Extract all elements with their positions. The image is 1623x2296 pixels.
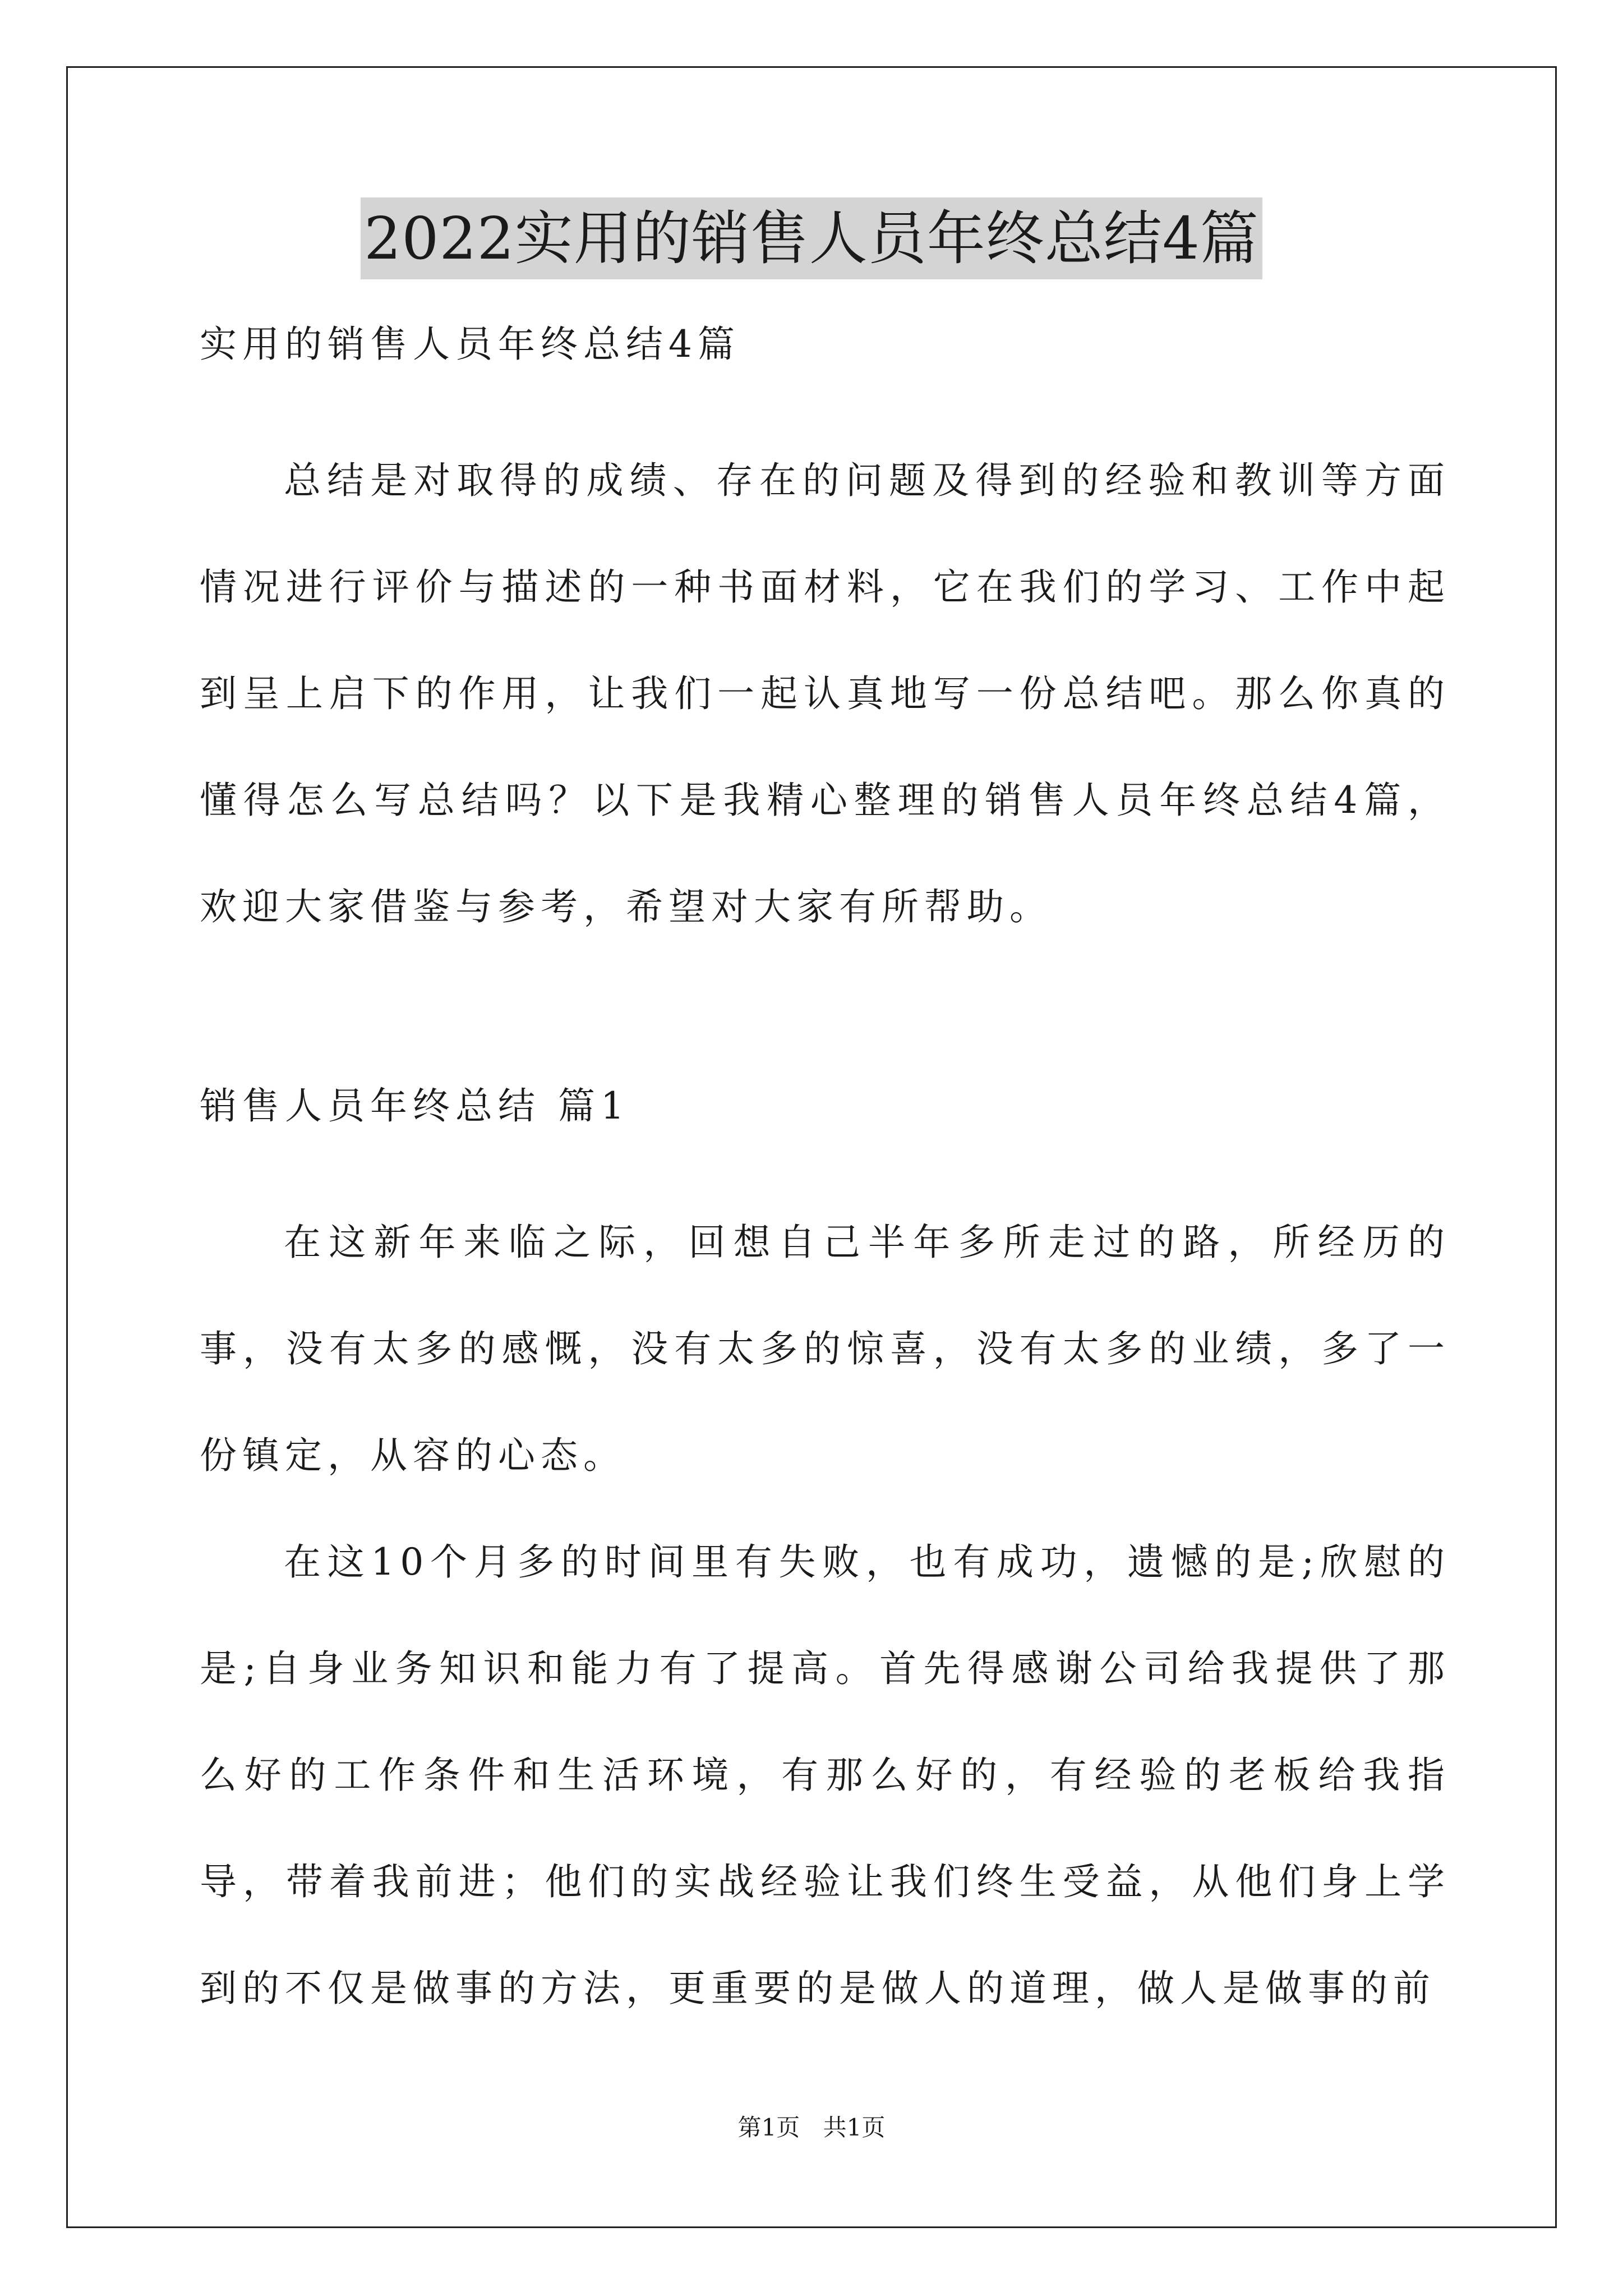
page-footer	[0, 2109, 1623, 2143]
page-total: 共1页	[823, 2114, 886, 2141]
intro-paragraph: 总结是对取得的成绩、存在的问题及得到的经验和教训等方面情况进行评价与描述的一种书面材料，它在我们的学习、工作中起到呈上启下的作用，让我们一起认真地写一份总结吧。那么你真的懂得怎么写总结吗？以下是我精心整理的销售人员年终总结4篇，欢迎大家借鉴与参考，希望对大家有所帮助。	[200, 459, 1450, 928]
document-title: 2022实用的销售人员年终总结4篇	[361, 197, 1262, 279]
page-number: 第1页	[737, 2114, 800, 2141]
title-container	[0, 197, 1623, 279]
section-heading: 销售人员年终总结 篇1	[200, 1084, 630, 1128]
section-paragraph-1: 在这新年来临之际，回想自己半年多所走过的路，所经历的事，没有太多的感慨，没有太多的惊喜，没有太多的业绩，多了一份镇定，从容的心态。	[200, 1221, 1450, 1477]
document-subtitle: 实用的销售人员年终总结4篇	[200, 323, 740, 366]
section-paragraph-2: 在这10个月多的时间里有失败，也有成功，遗憾的是;欣慰的是;自身业务知识和能力有了提高。首先得感谢公司给我提供了那么好的工作条件和生活环境，有那么好的，有经验的老板给我指导，带着我前进；他们的实战经验让我们终生受益，从他们身上学到的不仅是做事的方法，更重要的是做人的道理，做人是做事的前	[200, 1540, 1450, 2010]
